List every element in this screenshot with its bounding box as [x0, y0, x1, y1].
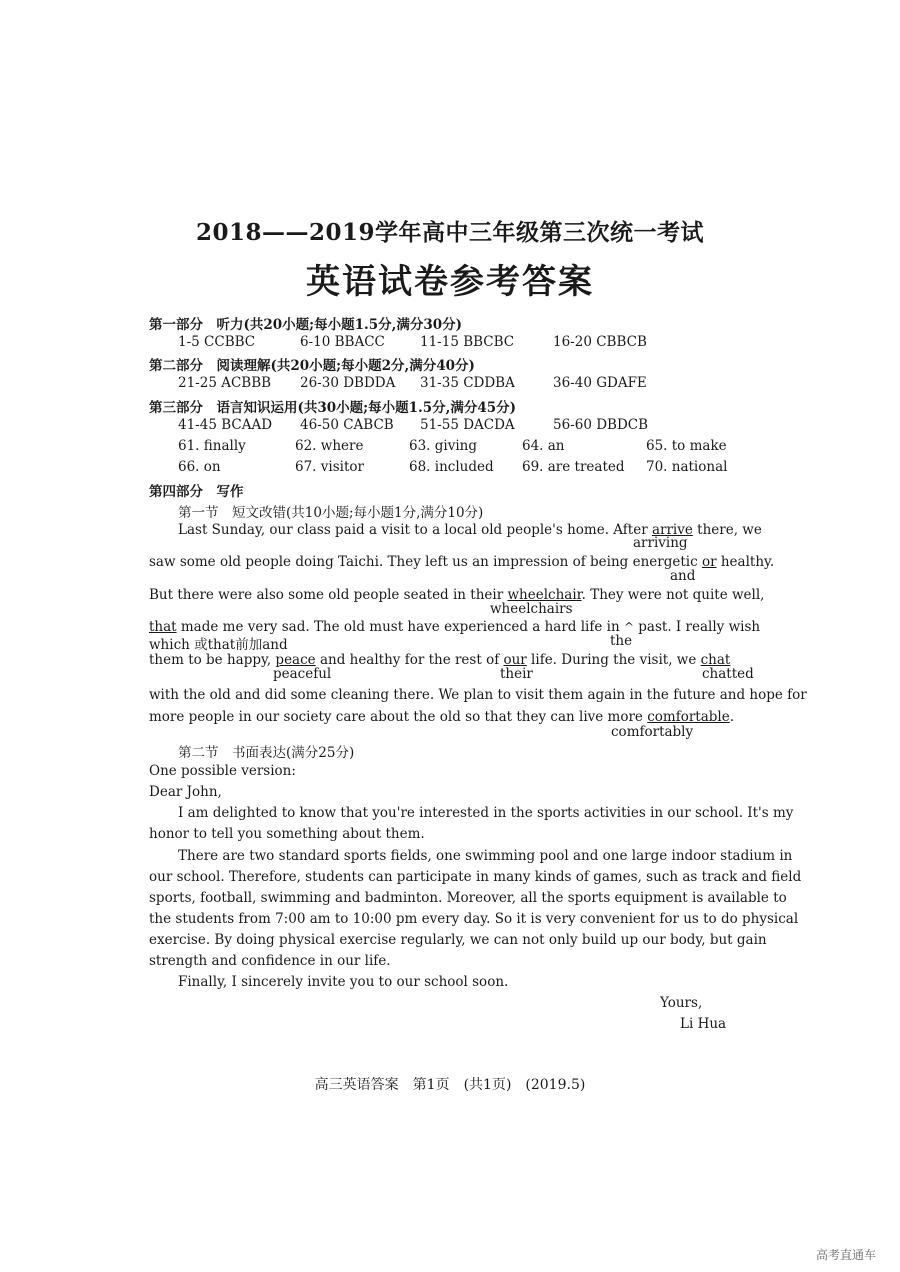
part2-answer: 21-25 ACBBB	[178, 375, 272, 391]
correction-line: saw some old people doing Taichi. They left us an impression of being energetic or healthy.	[149, 554, 775, 570]
essay-closing: Yours,	[660, 995, 703, 1011]
error-word: chat	[700, 652, 731, 668]
fill-answer: 69. are treated	[522, 459, 625, 475]
correction-word: the	[610, 633, 633, 649]
part3-answer: 41-45 BCAAD	[178, 417, 273, 433]
essay-signature: Li Hua	[680, 1016, 727, 1032]
correction-word: which 或that前加and	[149, 637, 288, 653]
essay-line: Finally, I sincerely invite you to our school soon.	[178, 974, 509, 990]
part3-answer: 56-60 DBDCB	[553, 417, 649, 433]
correction-word: comfortably	[611, 724, 694, 740]
correction-line: them to be happy, peace and healthy for the rest of our life. During the visit, we chat	[149, 652, 731, 668]
error-word: peace	[275, 652, 316, 668]
error-word: comfortable	[647, 709, 730, 725]
part1-answer: 1-5 CCBBC	[178, 334, 256, 350]
fill-answer: 63. giving	[409, 438, 478, 454]
correction-word: arriving	[633, 535, 688, 551]
correction-word: their	[500, 666, 533, 682]
error-word: wheelchair	[507, 587, 582, 603]
section2-heading: 第二节 书面表达(满分25分)	[178, 745, 355, 761]
part2-answer: 26-30 DBDDA	[300, 375, 396, 391]
error-word: arrive	[651, 522, 693, 538]
correction-line: with the old and did some cleaning there. We plan to visit them again in the future and hope for	[149, 687, 807, 703]
error-word: our	[503, 652, 527, 668]
essay-intro: One possible version:	[149, 763, 296, 779]
correction-word: and	[670, 568, 696, 584]
part3-answer: 51-55 DACDA	[420, 417, 515, 433]
answer-key-title: 英语试卷参考答案	[306, 262, 594, 302]
essay-line: There are two standard sports fields, one swimming pool and one large indoor stadium in	[178, 848, 793, 864]
fill-answer: 61. finally	[178, 438, 246, 454]
part2-answer: 36-40 GDAFE	[553, 375, 647, 391]
correction-line: more people in our society care about the old so that they can live more comfortable.	[149, 709, 735, 725]
essay-line: the students from 7:00 am to 10:00 pm every day. So it is very convenient for us to do physical	[149, 911, 799, 927]
part3-answer: 46-50 CABCB	[300, 417, 394, 433]
part4-heading: 第四部分 写作	[149, 484, 244, 500]
part1-answer: 6-10 BBACC	[300, 334, 385, 350]
correction-line: Last Sunday, our class paid a visit to a local old people's home. After arrive there, we	[178, 522, 762, 538]
fill-answer: 70. national	[646, 459, 728, 475]
part2-heading: 第二部分 阅读理解(共20小题;每小题2分,满分40分)	[149, 358, 475, 374]
essay-line: strength and confidence in our life.	[149, 953, 391, 969]
essay-line: our school. Therefore, students can participate in many kinds of games, such as track and field	[149, 869, 802, 885]
error-word: that	[149, 619, 177, 635]
fill-answer: 62. where	[295, 438, 364, 454]
watermark: 高考直通车	[816, 1248, 877, 1262]
fill-answer: 64. an	[522, 438, 565, 454]
error-word: or	[701, 554, 717, 570]
essay-line: sports, football, swimming and badminton. Moreover, all the sports equipment is available to	[149, 890, 787, 906]
correction-word: peaceful	[273, 666, 332, 682]
part1-answer: 16-20 CBBCB	[553, 334, 647, 350]
exam-title: 2018——2019学年高中三年级第三次统一考试	[195, 219, 705, 246]
page-footer: 高三英语答案 第1页 (共1页) (2019.5)	[314, 1077, 586, 1093]
fill-answer: 67. visitor	[295, 459, 364, 475]
correction-word: wheelchairs	[490, 601, 573, 617]
fill-answer: 65. to make	[646, 438, 727, 454]
insert-caret: ^	[623, 620, 634, 634]
essay-line: honor to tell you something about them.	[149, 826, 425, 842]
correction-line: But there were also some old people seated in their wheelchair. They were not quite well,	[149, 587, 765, 603]
part1-answer: 11-15 BBCBC	[420, 334, 515, 350]
part3-heading: 第三部分 语言知识运用(共30小题;每小题1.5分,满分45分)	[149, 400, 517, 416]
fill-answer: 68. included	[409, 459, 494, 475]
correction-line: that made me very sad. The old must have experienced a hard life in ^ past. I really wish	[149, 619, 761, 635]
part2-answer: 31-35 CDDBA	[420, 375, 515, 391]
fill-answer: 66. on	[178, 459, 221, 475]
essay-greeting: Dear John,	[149, 784, 222, 800]
correction-word: chatted	[702, 666, 754, 682]
part1-heading: 第一部分 听力(共20小题;每小题1.5分,满分30分)	[149, 317, 463, 333]
section1-heading: 第一节 短文改错(共10小题;每小题1分,满分10分)	[178, 505, 484, 521]
essay-line: I am delighted to know that you're interested in the sports activities in our school. It's my	[178, 805, 794, 821]
essay-line: exercise. By doing physical exercise regularly, we can not only build up our body, but gain	[149, 932, 767, 948]
